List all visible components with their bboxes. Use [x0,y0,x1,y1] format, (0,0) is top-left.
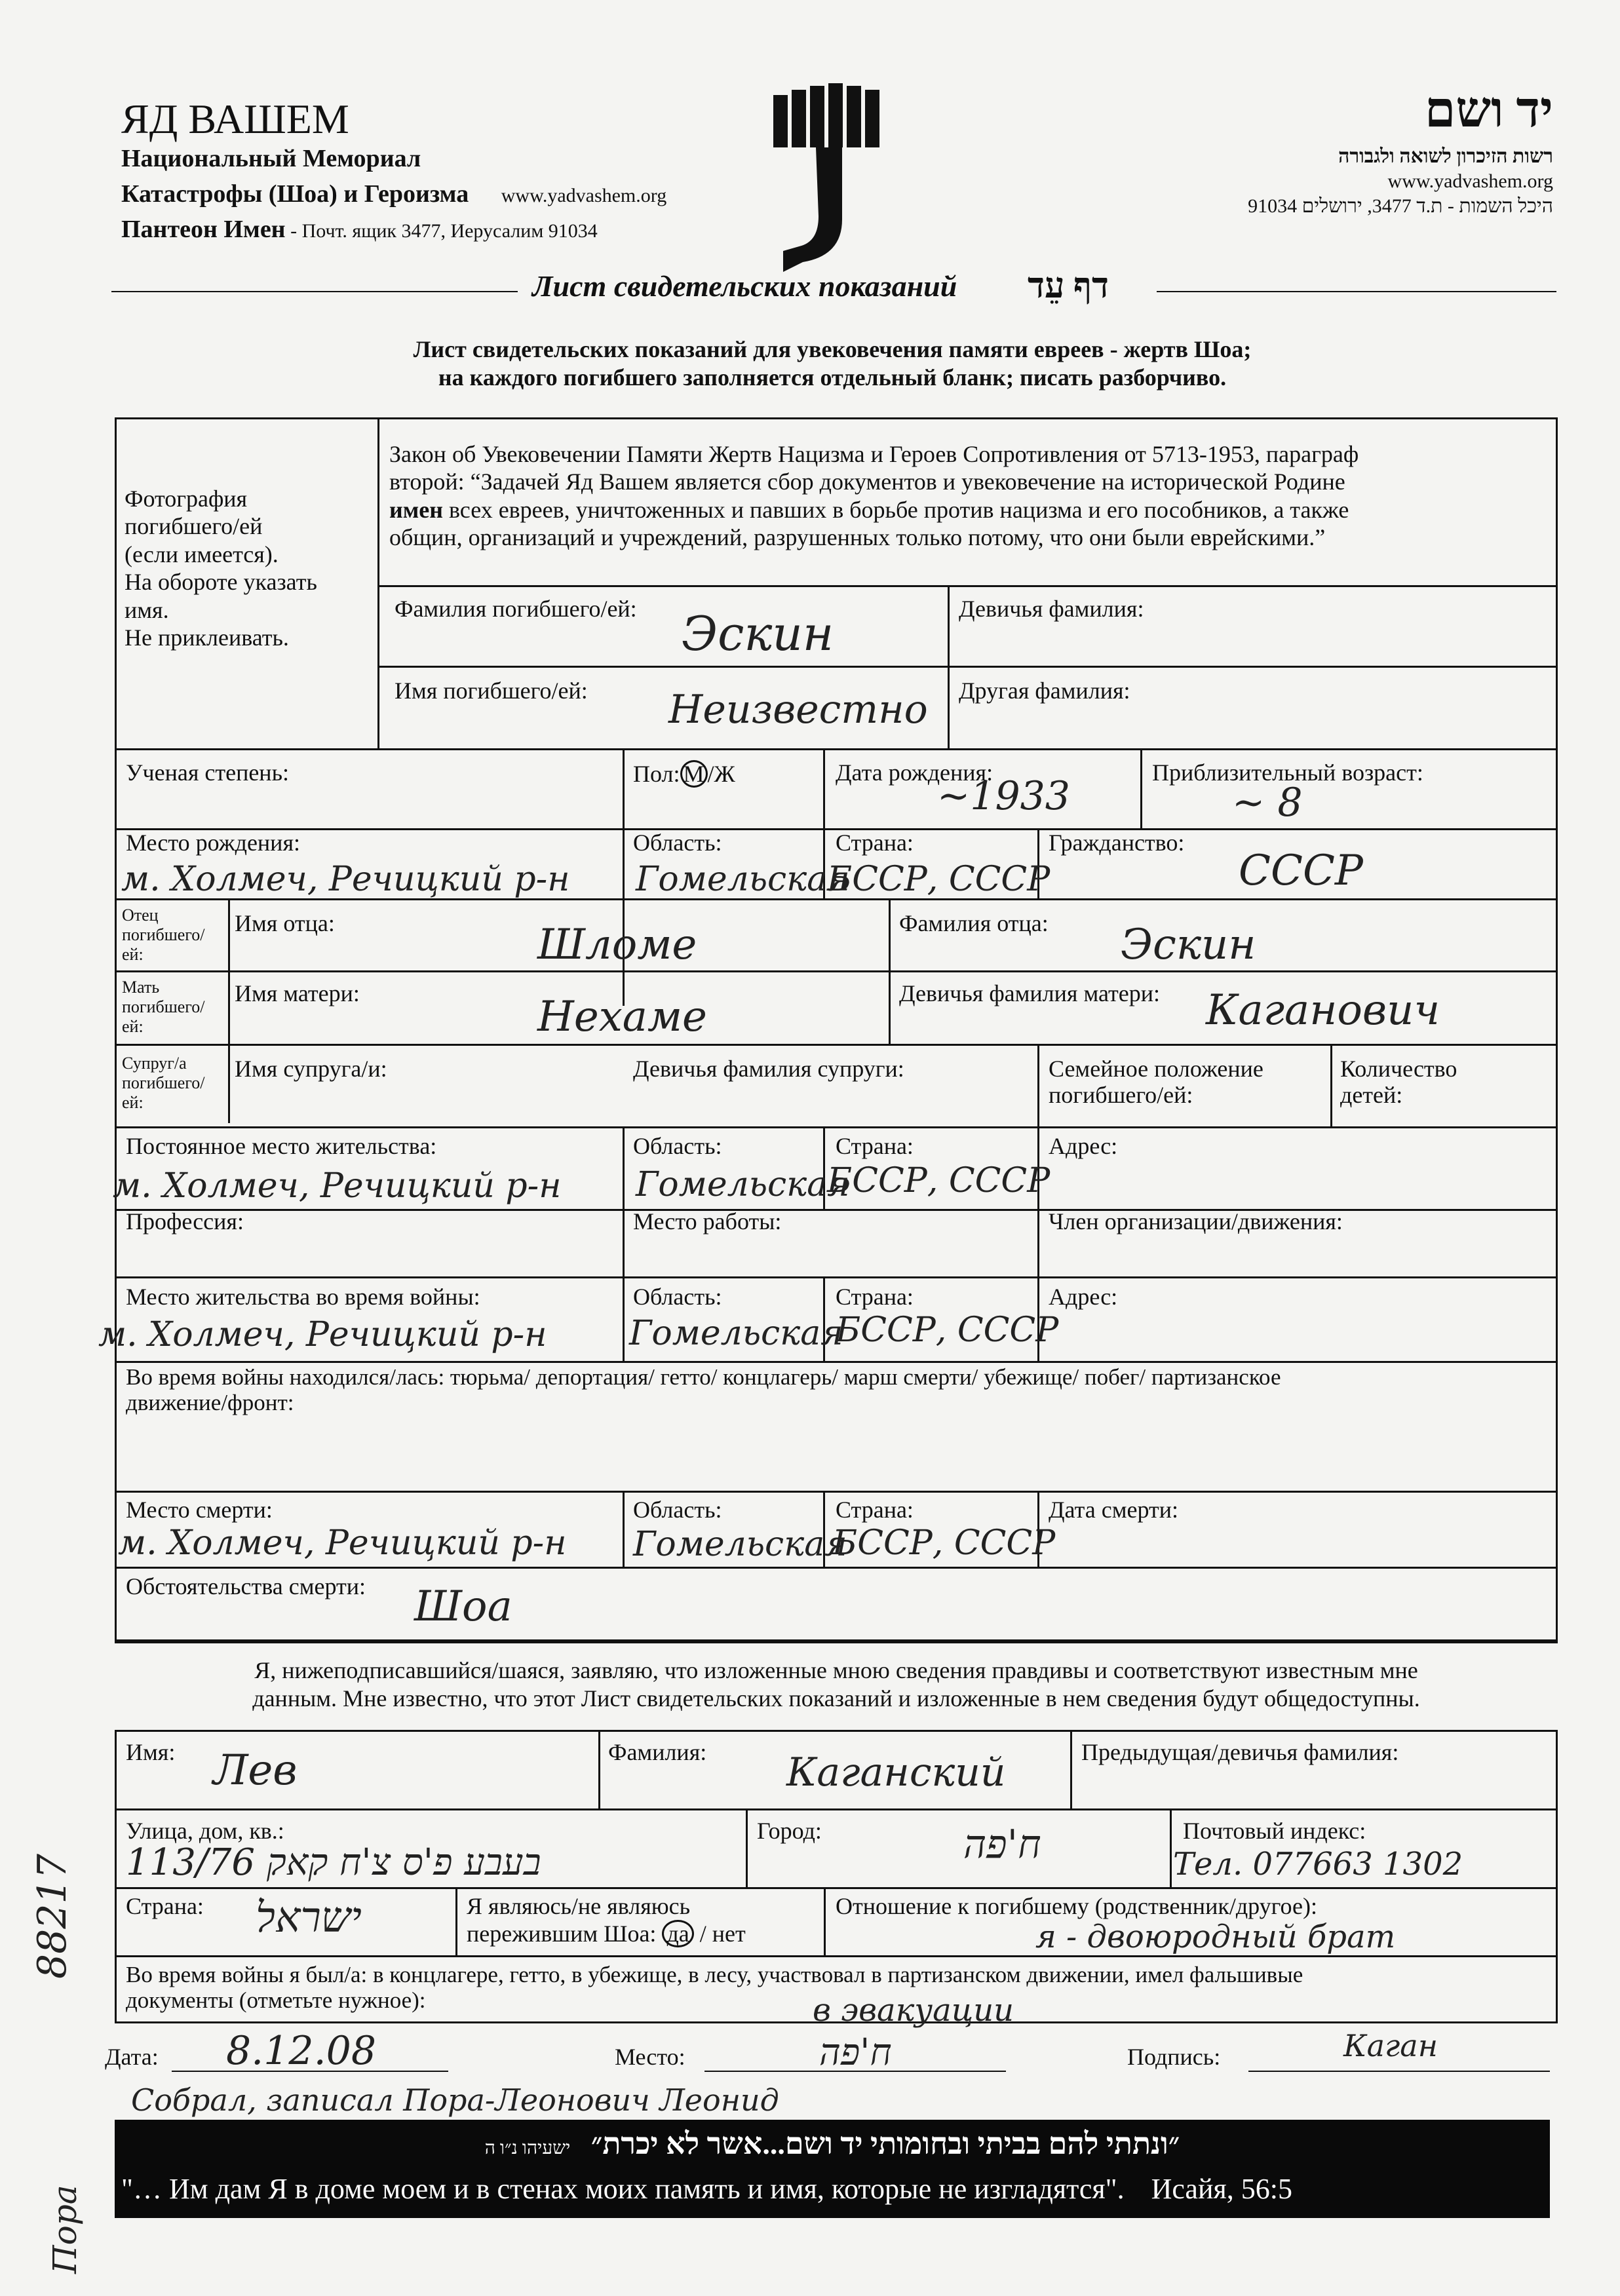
org-line2-row [121,180,666,208]
victim-name-label: Имя погибшего/ей: [395,678,588,704]
form-title: Лист свидетельских показаний [532,269,957,303]
wartime-country-label: Страна: [836,1284,914,1310]
spouse-side-line: ей: [122,1092,144,1112]
submitter-wartime-label [126,1962,1303,2013]
father-surname-label: Фамилия отца: [899,910,1049,936]
law-line4: общин, организаций и учреждений, разрушенных только потому, что они были еврейскими.” [389,524,1326,551]
residence-country-value[interactable]: БССР, СССР [827,1161,1051,1200]
father-name-label: Имя отца: [235,910,335,936]
wartime-country-value[interactable]: БССР, СССР [836,1311,1059,1350]
date-label: Дата: [105,2044,159,2070]
signature-value[interactable]: Каган [1343,2028,1438,2063]
form-title-hebrew: דף עֵד [1028,266,1109,305]
submitter-street-value[interactable]: 113/76 בעבע פ'ס צ'ח קאק [126,1841,541,1884]
residence-value[interactable]: м. Холмеч, Речицкий р-н [113,1166,562,1206]
submitter-street-label: Улица, дом, кв.: [126,1818,284,1844]
divider [115,1887,1558,1889]
wartime-residence-value[interactable]: м. Холмеч, Речицкий р-н [98,1315,547,1354]
mother-side-line: ей: [122,1016,144,1036]
divider [598,1730,600,1808]
victim-other-surname-label: Другая фамилия: [959,678,1130,704]
birth-date-label: Дата рождения: [836,759,993,786]
mother-name-value[interactable]: Нехаме [537,993,707,1041]
divider [623,1126,625,1361]
photo-box[interactable] [125,485,374,652]
spouse-side-line: Супруг/а [122,1054,187,1073]
father-side-line: ей: [122,944,144,964]
during-war-line1: Во время войны находился/лась: тюрьма/ депортация/ гетто/ концлагерь/ марш смерти/ убежище/ побег/ партизанское [126,1364,1281,1390]
submitter-surname-label: Фамилия: [608,1739,707,1765]
wartime-region-label: Область: [633,1284,722,1310]
divider [115,1955,1558,1957]
photo-line: (если имеется). [125,541,279,567]
victim-maiden-label: Девичья фамилия: [959,596,1144,622]
subtitle-line2: на каждого погибшего заполняется отдельный бланк; писать разборчиво. [438,364,1227,391]
org-line1: Национальный Мемориал [121,145,421,172]
submitter-postal-label: Почтовый индекс: [1183,1818,1366,1844]
signature-label: Подпись: [1127,2044,1221,2070]
sex-female-option[interactable]: Ж [714,761,735,787]
org-line3-rest: - Почт. ящик 3477, Иерусалим 91034 [285,220,598,242]
law-line3 [389,496,1549,524]
date-value[interactable]: 8.12.08 [226,2028,377,2074]
degree-label: Ученая степень: [126,759,289,786]
divider [115,898,1558,900]
survivor-status[interactable] [467,1894,746,1947]
declaration-line2: данным. Мне известно, что этот Лист свидетельских показаний и изложенные в нем сведения будут общедоступны. [252,1685,1420,1712]
divider [948,585,950,748]
sex-male-option[interactable]: М [680,760,708,788]
approx-age-label: Приблизительный возраст: [1152,759,1423,786]
divider [115,1567,1558,1569]
quote-banner [115,2120,1550,2218]
spouse-maiden-label: Девичья фамилия супруги: [633,1056,904,1082]
mother-side-line: погибшего/ [122,997,205,1016]
divider [623,1491,625,1567]
children-line1: Количество [1340,1056,1457,1082]
banner-russian-ref: Исайя, 56:5 [1151,2173,1292,2205]
submitter-country-value[interactable]: ישראל [256,1894,362,1942]
death-circumstances-value[interactable]: Шоа [414,1582,512,1631]
banner-hebrew: ״ונתתי להם בביתי ובחומותי יד ושם...אשר לא יכרת״ [590,2127,1180,2160]
law-line2: второй: “Задачей Яд Вашем является сбор документов и увековечение на исторической Родине [389,469,1345,495]
divider [1037,1044,1039,1126]
law-line3-bold: имен [389,496,443,523]
residence-address-label: Адрес: [1049,1133,1118,1159]
declaration [115,1656,1558,1713]
banner-hebrew-row [115,2126,1550,2161]
father-surname-value[interactable]: Эскин [1121,921,1256,969]
divider [115,1044,1558,1046]
header-right [1114,85,1553,218]
submitter-name-label: Имя: [126,1739,176,1765]
submitter-wartime-line2: документы (отметьте нужное): [126,1987,426,2013]
death-circumstances-label: Обстоятельства смерти: [126,1573,366,1599]
survivor-yes-option[interactable]: да [662,1920,693,1947]
mother-side-label [122,978,205,1037]
birth-place-value[interactable]: м. Холмеч, Речицкий р-н [121,860,570,899]
victim-surname-label: Фамилия погибшего/ей: [395,596,637,622]
title-rule-left [111,291,518,292]
org-line3-row [121,215,666,244]
declaration-line1: Я, нижеподписавшийся/шаяся, заявляю, что изложенные мною сведения правдивы и соответствуют известным мне [254,1657,1418,1683]
submitter-country-label: Страна: [126,1893,204,1919]
divider [115,1126,1558,1128]
birth-region-value[interactable]: Гомельская [636,860,850,899]
law-text [389,440,1549,552]
during-war-label [126,1365,1281,1415]
death-date-label: Дата смерти: [1049,1497,1179,1523]
banner-russian: "… Им дам Я в доме моем и в стенах моих память и имя, которые не изгладятся". [121,2173,1125,2205]
org-line2: Катастрофы (Шоа) и Героизма [121,180,469,208]
approx-age-value[interactable]: ~ 8 [1232,780,1303,826]
subtitle [111,335,1553,392]
divider [746,1808,748,1887]
photo-line: Не приклеивать. [125,624,289,651]
victim-surname-value[interactable]: Эскин [682,606,834,661]
hebrew-title: יד ושם [1424,83,1553,138]
submitter-wartime-line1: Во время войны я был/а: в концлагере, гетто, в убежище, в лесу, участвовал в партизанском движении, имел фальшивые [126,1962,1303,1987]
submitter-name-value[interactable]: Лев [213,1746,298,1795]
citizenship-value[interactable]: СССР [1239,847,1363,895]
divider [115,970,1558,972]
residence-region-value[interactable]: Гомельская [636,1165,850,1204]
birth-country-label: Страна: [836,830,914,856]
victim-name-value[interactable]: Неизвестно [668,687,928,733]
divider [1330,1044,1332,1126]
header-left [121,98,666,244]
mother-maiden-value[interactable]: Каганович [1206,986,1440,1035]
death-country-label: Страна: [836,1497,914,1523]
divider [377,417,379,748]
father-side-line: погибшего/ [122,925,205,944]
death-place-value[interactable]: м. Холмеч, Речицкий р-н [118,1523,567,1563]
death-region-value[interactable]: Гомельская [633,1525,847,1564]
children-line2: детей: [1340,1081,1403,1108]
banner-hebrew-ref: ישעיהו נ״ו ה [484,2138,571,2158]
birth-date-value[interactable]: ~1933 [937,773,1070,819]
birth-place-label: Место рождения: [126,830,301,856]
father-name-value[interactable]: Шломе [537,921,697,969]
spouse-side-line: погибшего/ [122,1073,205,1092]
divider [455,1887,457,1955]
submitter-city-value[interactable]: ח'פה [963,1822,1041,1867]
during-war-line2: движение/фронт: [126,1389,294,1415]
relation-label: Отношение к погибшему (родственник/другое): [836,1893,1317,1919]
marital-status-label [1049,1056,1263,1108]
submitter-city-label: Город: [757,1818,822,1844]
organization-member-label: Член организации/движения: [1049,1208,1343,1234]
divider [115,748,1558,750]
survivor-line2-row [467,1920,746,1947]
sex-separator: / [707,761,714,787]
sex-field[interactable] [633,760,735,788]
divider [1070,1730,1072,1808]
workplace-label: Место работы: [633,1208,782,1234]
wartime-address-label: Адрес: [1049,1284,1118,1310]
wartime-residence-label: Место жительства во время войны: [126,1284,480,1310]
photo-line: Фотография [125,486,248,512]
submitter-prev-surname-label: Предыдущая/девичья фамилия: [1081,1739,1399,1765]
mother-maiden-label: Девичья фамилия матери: [899,980,1161,1006]
org-line3-bold: Пантеон Имен [121,216,286,243]
divider [115,1491,1558,1493]
divider [377,666,1558,668]
law-line3-rest: всех евреев, уничтоженных и павших в борьбе против нацизма и его пособников, а также [442,496,1349,523]
relation-value[interactable]: я - двоюродный брат [1035,1919,1396,1955]
father-side-label [122,906,205,965]
survivor-line2: пережившим Шоа: [467,1920,657,1947]
banner-russian-row [121,2172,1543,2206]
photo-line: имя. [125,596,169,623]
photo-line: погибшего/ей [125,513,263,540]
residence-label: Постоянное место жительства: [126,1133,437,1159]
subtitle-line1: Лист свидетельских показаний для увековечения памяти евреев - жертв Шоа; [413,336,1252,362]
divider [115,1276,1558,1278]
org-title: ЯД ВАШЕМ [121,96,349,142]
divider [1170,1808,1172,1887]
divider [377,585,1558,587]
survivor-no-option[interactable]: / нет [693,1920,746,1947]
hebrew-line1: רשות הזיכרון לשואה ולגבורה [1338,145,1553,167]
submitter-wartime-value[interactable]: в эвакуации [813,1992,1014,2029]
place-value[interactable]: ח'פה [819,2031,892,2074]
divider [823,748,825,828]
survivor-line1: Я являюсь/не являюсь [467,1893,691,1919]
spouse-name-label: Имя супруга/и: [235,1056,387,1082]
death-region-label: Область: [633,1497,722,1523]
submitter-postal-value[interactable]: Тел. 077663 1302 [1173,1846,1463,1883]
wartime-region-value[interactable]: Гомельская [629,1314,843,1353]
yad-vashem-logo-icon [770,82,888,278]
divider [115,1641,1558,1643]
residence-country-label: Страна: [836,1133,914,1159]
marital-line1: Семейное положение [1049,1056,1263,1082]
signature-line [1248,2071,1550,2072]
side-number: 88217 [29,1854,75,1979]
mother-side-line: Мать [122,978,160,997]
father-side-line: Отец [122,906,159,925]
children-count-label [1340,1056,1457,1108]
margin-note: Пора [46,2185,84,2274]
birth-region-label: Область: [633,830,722,856]
divider [1140,748,1142,828]
sex-label: Пол: [633,761,680,787]
title-rule-right [1157,291,1556,292]
marital-line2: погибшего/ей: [1049,1081,1193,1108]
divider [115,1361,1558,1363]
divider [824,1887,826,1955]
death-place-label: Место смерти: [126,1497,273,1523]
birth-country-value[interactable]: БССР, СССР [827,860,1051,899]
law-line1: Закон об Увековечении Памяти Жертв Нацизма и Героев Сопротивления от 5713-1953, параграф [389,441,1359,467]
hebrew-website[interactable]: www.yadvashem.org [1387,170,1553,192]
citizenship-label: Гражданство: [1049,830,1185,856]
hebrew-line3: היכל השמות - ת.ד 3477, ירושלים 91034 [1248,195,1553,217]
divider [228,898,230,1123]
org-website-left[interactable]: www.yadvashem.org [501,185,667,206]
place-label: Место: [615,2044,685,2070]
residence-region-label: Область: [633,1133,722,1159]
death-country-value[interactable]: БССР, СССР [832,1523,1056,1563]
divider [115,1808,1558,1810]
submitter-surname-value[interactable]: Каганский [786,1750,1006,1795]
mother-name-label: Имя матери: [235,980,360,1006]
profession-label: Профессия: [126,1208,244,1234]
collected-note: Собрал, записал Пора-Леонович Леонид [131,2082,779,2118]
spouse-side-label [122,1054,205,1113]
photo-line: На обороте указать [125,569,317,596]
